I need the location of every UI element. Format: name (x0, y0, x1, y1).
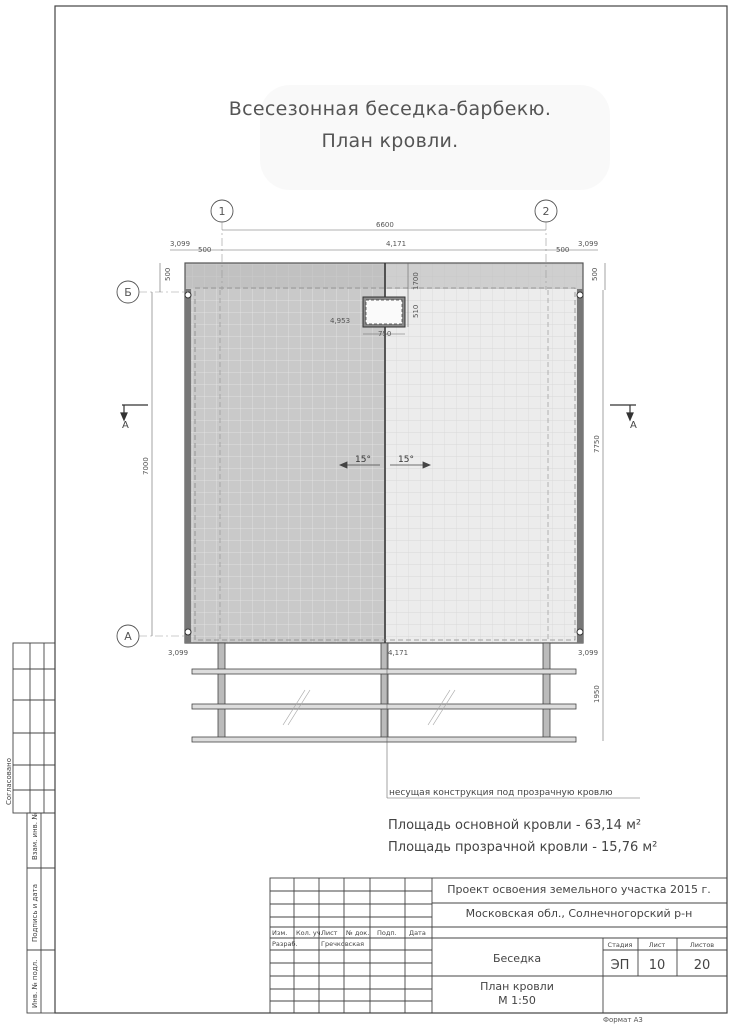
left-gutter (185, 289, 191, 643)
tb-col-podp: Подп. (377, 929, 397, 937)
tb-location: Московская обл., Солнечногорский р-н (465, 907, 693, 920)
right-gutter (577, 289, 583, 643)
dim-right-top-500: 500 (591, 267, 599, 281)
tb-stage-label: Стадия (607, 941, 633, 949)
slope-left-label: 15° (355, 455, 371, 465)
tb-author: Гречковская (321, 940, 365, 948)
leader-note: несущая конструкция под прозрачную кровлю (389, 788, 613, 798)
dim-right-height: 7750 (593, 435, 601, 453)
chimney-opening (366, 300, 402, 324)
post-marker (577, 292, 583, 298)
post-marker (185, 292, 191, 298)
tb-col-kol: Кол. уч. (296, 929, 323, 937)
tb-stage: ЭП (610, 958, 630, 973)
tb-object: Беседка (492, 952, 542, 965)
tb-sheets-label: Листов (689, 941, 715, 949)
side-stamp-agreed: Согласовано (5, 757, 13, 805)
tb-sheet-title-1: План кровли (480, 980, 554, 993)
dim-skylight-1700: 1700 (412, 272, 420, 290)
section-mark-right-label: А (630, 420, 637, 431)
side-stamp-inv-replace: Взам. инв. № (31, 812, 39, 860)
format-label: Формат А3 (603, 1016, 643, 1024)
slope-right-label: 15° (398, 455, 414, 465)
dim-top-right-500: 500 (556, 246, 570, 254)
drawing-title-line-2: План кровли. (321, 130, 459, 152)
roof-transparent-grid (385, 263, 583, 643)
axis-label-2: 2 (542, 205, 550, 218)
dim-top-right-offset: 3,099 (578, 240, 599, 248)
dim-skylight-510: 510 (412, 304, 420, 318)
tb-sheet-label: Лист (648, 941, 666, 949)
tb-col-list: Лист (321, 929, 338, 937)
tb-col-data: Дата (409, 929, 426, 937)
dim-top-left-offset: 3,099 (170, 240, 191, 248)
dim-top-left-500: 500 (198, 246, 212, 254)
section-mark-left-label: А (122, 420, 129, 431)
side-stamp-sign-date: Подпись и дата (31, 884, 39, 942)
axis-label-1: 1 (218, 205, 226, 218)
tb-razrab: Разраб. (272, 940, 298, 948)
roof-top-strip (185, 263, 583, 289)
dim-left-height: 7000 (142, 457, 150, 475)
roof-main-grid (185, 263, 385, 643)
axis-label-a: А (124, 630, 132, 643)
dim-skylight-750: 750 (378, 330, 392, 338)
tb-project: Проект освоения земельного участка 2015 г. (447, 883, 711, 896)
tb-col-ndok: № док. (346, 929, 370, 937)
dim-bottom-left-offset: 3,099 (168, 649, 189, 657)
tb-sheet-title-2: М 1:50 (498, 994, 536, 1007)
dim-bottom-right-offset: 3,099 (578, 649, 599, 657)
dim-canopy-depth: 1950 (593, 685, 601, 703)
dim-bottom-center-offset: 4,171 (388, 649, 409, 657)
canopy (192, 643, 576, 742)
area-transparent-note: Площадь прозрачной кровли - 15,76 м² (388, 840, 658, 855)
side-stamp-inv-orig: Инв. № подл. (31, 959, 39, 1008)
axis-label-b: Б (124, 286, 132, 299)
post-marker (577, 629, 583, 635)
dim-left-top-500: 500 (164, 267, 172, 281)
tb-sheet: 10 (648, 958, 666, 973)
tb-sheets: 20 (693, 958, 711, 973)
dim-top-center-offset: 4,171 (386, 240, 407, 248)
tb-col-izm: Изм. (272, 929, 288, 937)
dim-skylight-offset: 4,953 (330, 317, 351, 325)
post-marker (185, 629, 191, 635)
area-main-note: Площадь основной кровли - 63,14 м² (388, 818, 642, 833)
drawing-title-line-1: Всесезонная беседка-барбекю. (228, 98, 552, 120)
dim-overall-width: 6600 (376, 221, 394, 229)
